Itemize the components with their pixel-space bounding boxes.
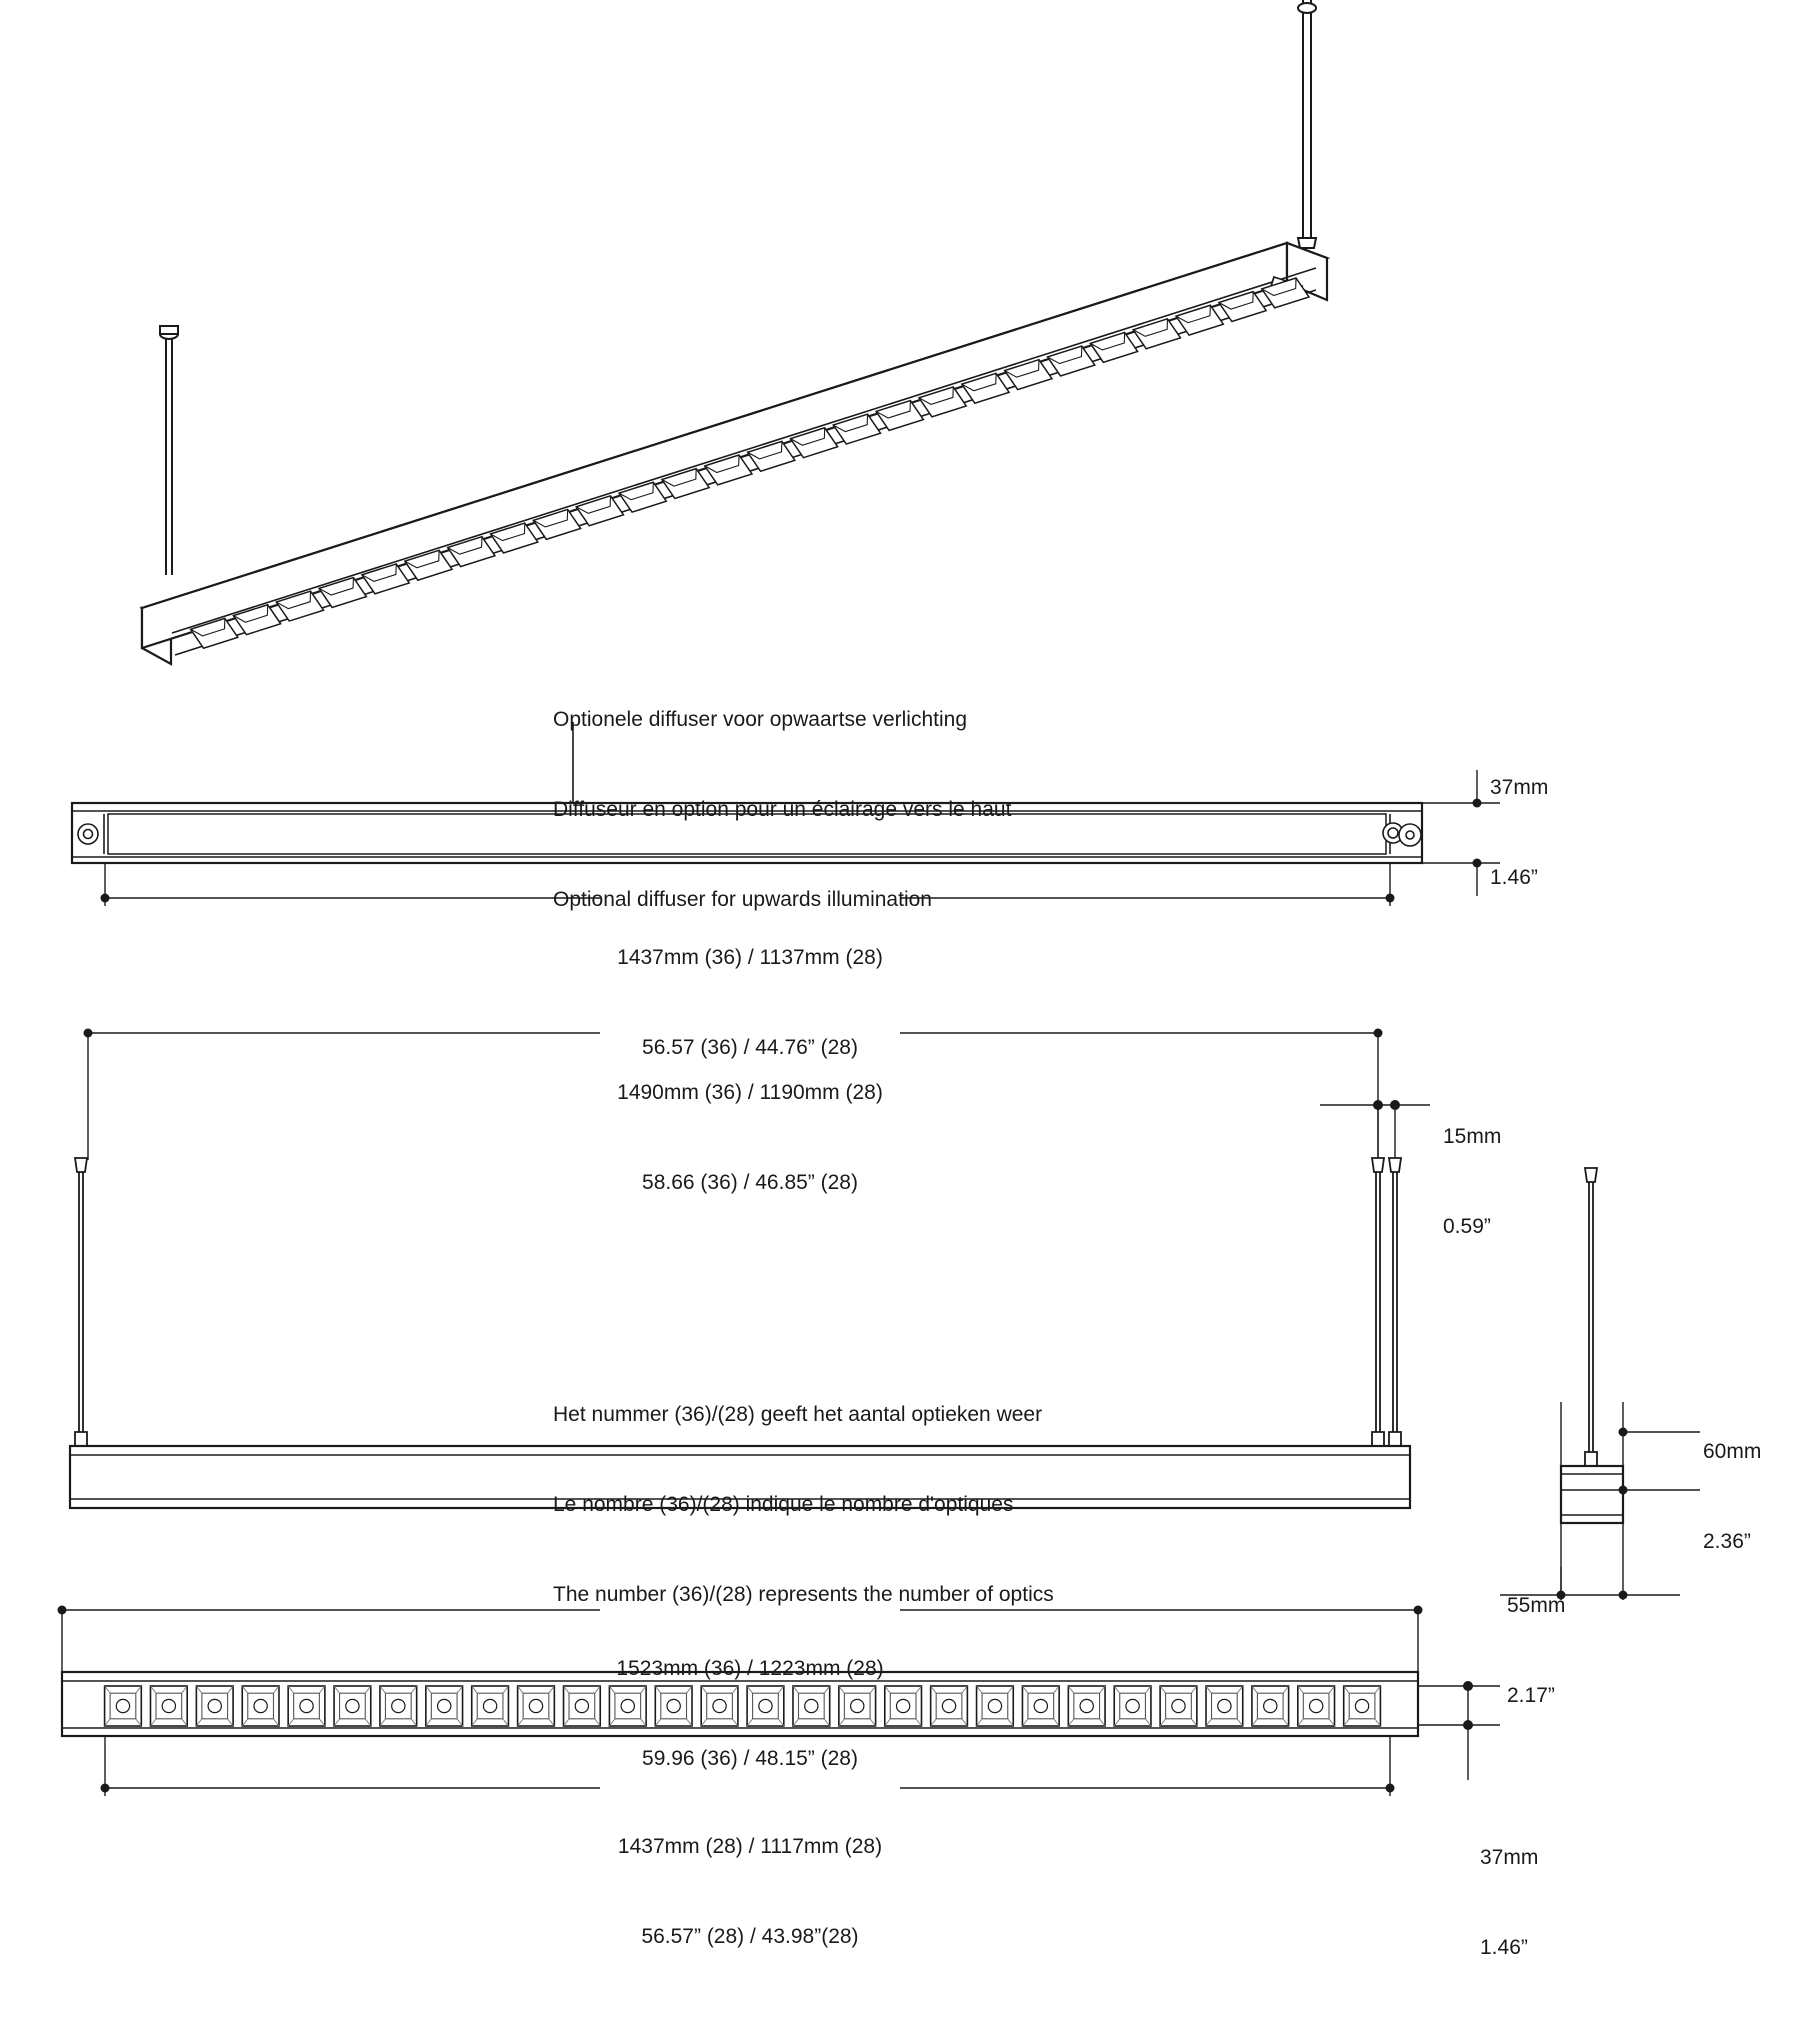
dim-canopy-height-inch: 2.17” xyxy=(1507,1684,1555,1707)
dim-bottom-optics-span-mm: 1437mm (28) / 1117mm (28) xyxy=(617,1835,883,1858)
dim-suspension-offset-inch: 0.59” xyxy=(1443,1215,1491,1238)
optic-cell xyxy=(1160,1686,1197,1726)
suspension-cable-left xyxy=(160,326,178,575)
optic-cell xyxy=(380,1686,417,1726)
front-suspension-right xyxy=(1372,1158,1401,1448)
optic-cell xyxy=(242,1686,279,1726)
perspective-louvers xyxy=(191,278,1309,648)
dim-bottom-right-depth-inch: 1.46” xyxy=(1480,1936,1528,1959)
luminaire-inner-recess-2 xyxy=(172,268,1316,633)
dim-view1-length-inch: 56.57 (36) / 44.76” (28) xyxy=(642,1036,858,1059)
dim-label-top-right-depth xyxy=(1490,713,1548,953)
optic-cell xyxy=(196,1686,233,1726)
dim-top-right-depth-mm: 37mm xyxy=(1490,776,1549,799)
optic-cell xyxy=(1344,1686,1381,1726)
dim-canopy-height-mm: 55mm xyxy=(1507,1594,1566,1617)
dim-top-right-depth-inch: 1.46” xyxy=(1490,866,1538,889)
note-diffuser-en: Optional diffuser for upwards illumination xyxy=(553,888,932,911)
note-optics-count-nl: Het nummer (36)/(28) geeft het aantal optieken weer xyxy=(553,1403,1043,1426)
dim-label-bottom-right-depth xyxy=(1480,1783,1538,2023)
dim-canopy-width-mm: 60mm xyxy=(1703,1440,1762,1463)
optic-cell xyxy=(1206,1686,1243,1726)
dim-view1-length-mm: 1437mm (36) / 1137mm (28) xyxy=(617,946,883,969)
dim-bottom-overall-mm: 1523mm (36) / 1223mm (28) xyxy=(616,1657,884,1680)
optic-cell xyxy=(1298,1686,1335,1726)
optic-cell xyxy=(1022,1686,1059,1726)
dim-bottom-overall-inch: 59.96 (36) / 48.15” (28) xyxy=(642,1747,858,1770)
dim-top-right-depth xyxy=(1422,770,1500,896)
note-diffuser-fr: Diffuseur en option pour un éclairage vers le haut xyxy=(553,798,1012,821)
dim-label-canopy-width xyxy=(1703,1377,1761,1617)
optic-cell xyxy=(1068,1686,1105,1726)
dim-view2-length-inch: 58.66 (36) / 46.85” (28) xyxy=(642,1171,858,1194)
dim-suspension-offset-mm: 15mm xyxy=(1443,1125,1502,1148)
front-suspension-left xyxy=(75,1158,87,1448)
note-optics-count-fr: Le nombre (36)/(28) indique le nombre d'optiques xyxy=(553,1493,1014,1516)
optic-cell xyxy=(1252,1686,1289,1726)
optic-cell xyxy=(334,1686,371,1726)
dim-bottom-optics-span-inch: 56.57” (28) / 43.98”(28) xyxy=(641,1925,859,1948)
dim-bottom-right-depth-mm: 37mm xyxy=(1480,1846,1539,1869)
suspension-cable-right xyxy=(1298,0,1316,248)
optic-cell xyxy=(426,1686,463,1726)
optic-cell xyxy=(150,1686,187,1726)
dim-label-bottom-optics-span xyxy=(500,1772,1000,2012)
dim-bottom-right-depth xyxy=(1418,1681,1500,1780)
optic-cell xyxy=(1114,1686,1151,1726)
view-end-detail xyxy=(1561,1168,1623,1523)
dim-label-suspension-offset xyxy=(1443,1062,1501,1302)
dim-label-view2-length xyxy=(500,1018,1000,1258)
dim-canopy-width-inch: 2.36” xyxy=(1703,1530,1751,1553)
note-diffuser-nl: Optionele diffuser voor opwaartse verlichting xyxy=(553,708,968,731)
dim-label-canopy-height xyxy=(1507,1531,1565,1771)
dim-view2-length-mm: 1490mm (36) / 1190mm (28) xyxy=(617,1081,883,1104)
note-optics-count-en: The number (36)/(28) represents the number of optics xyxy=(553,1583,1054,1606)
optic-cell xyxy=(288,1686,325,1726)
optic-cell xyxy=(105,1686,142,1726)
dim-suspension-offset xyxy=(1320,1100,1430,1160)
